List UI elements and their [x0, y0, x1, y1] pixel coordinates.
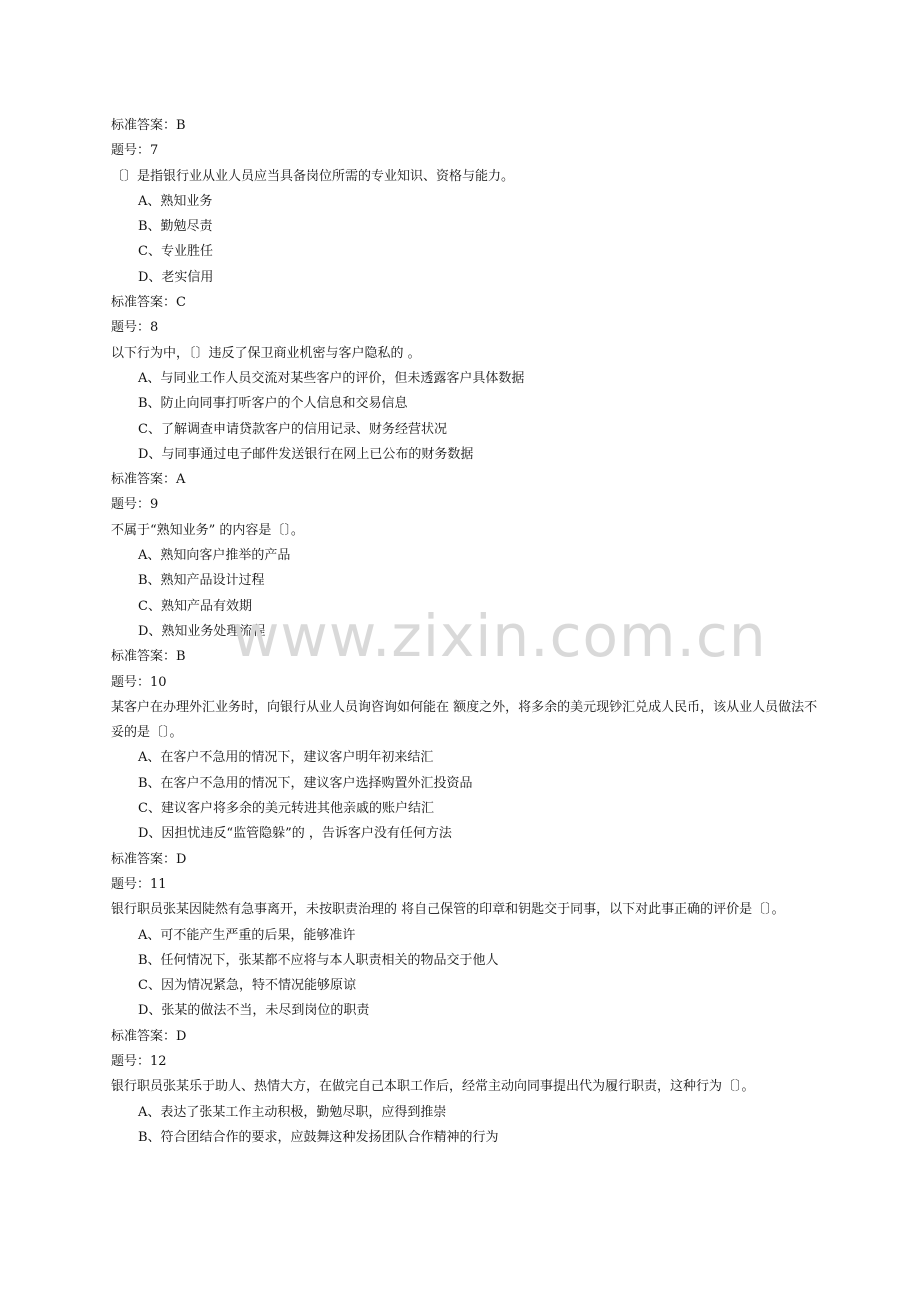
- question-stem: 不属于“熟知业务” 的内容是〔〕。: [111, 522, 304, 538]
- option-c: C、了解调查申请贷款客户的信用记录、财务经营状况: [138, 421, 447, 437]
- option-a: A、熟知向客户推举的产品: [138, 548, 291, 564]
- option-b: B、勤勉尽责: [138, 219, 213, 235]
- question-stem: 银行职员张某因陡然有急事离开，未按职责治理的 将自己保管的印章和钥匙交于同事，以下对此事正确的评价是〔〕。: [111, 902, 785, 918]
- question-stem: 某客户在办理外汇业务时，向银行从业人员询咨询如何能在 额度之外，将多余的美元现钞汇兑成人民币，该从业人员做法不妥的是〔〕。: [111, 699, 818, 741]
- option-d: D、熟知业务处理流程: [138, 623, 266, 639]
- question-stem: 〔〕是指银行业从业人员应当具备岗位所需的专业知识、资格与能力。: [111, 168, 515, 184]
- option-b: B、熟知产品设计过程: [138, 573, 265, 589]
- option-a: A、可不能产生严重的后果，能够准许: [138, 927, 356, 943]
- option-a: A、在客户不急用的情况下，建议客户明年初来结汇: [138, 750, 434, 766]
- option-b: B、任何情况下，张某都不应将与本人职责相关的物品交于他人: [138, 952, 499, 968]
- answer-line: 标准答案：A: [111, 472, 186, 488]
- option-d: D、张某的做法不当，未尽到岗位的职责: [138, 1003, 370, 1019]
- question-number: 题号：7: [111, 143, 159, 159]
- watermark-text: www.zixin.com.cn: [232, 602, 767, 670]
- option-b: B、防止向同事打听客户的个人信息和交易信息: [138, 396, 408, 412]
- option-d: D、因担忧违反“监管隐躲”的 ，告诉客户没有任何方法: [138, 826, 452, 842]
- option-a: A、表达了张某工作主动积极，勤勉尽职，应得到推崇: [138, 1104, 447, 1120]
- option-c: C、专业胜任: [138, 244, 213, 260]
- option-d: D、老实信用: [138, 269, 214, 285]
- option-b: B、在客户不急用的情况下，建议客户选择购置外汇投资品: [138, 775, 473, 791]
- question-number: 题号：9: [111, 497, 159, 513]
- option-b: B、符合团结合作的要求，应鼓舞这种发扬团队合作精神的行为: [138, 1129, 499, 1145]
- option-c: C、熟知产品有效期: [138, 598, 252, 614]
- option-c: C、建议客户将多余的美元转进其他亲戚的账户结汇: [138, 801, 434, 817]
- answer-line: 标准答案：D: [111, 1028, 187, 1044]
- answer-line: 标准答案：C: [111, 295, 186, 311]
- answer-line: 标准答案：D: [111, 851, 187, 867]
- question-stem: 以下行为中，〔〕违反了保卫商业机密与客户隐私的 。: [111, 345, 421, 361]
- question-number: 题号：10: [111, 674, 167, 690]
- answer-line: 标准答案：B: [111, 118, 186, 133]
- option-c: C、因为情况紧急，特不情况能够原谅: [138, 978, 356, 994]
- option-d: D、与同事通过电子邮件发送银行在网上已公布的财务数据: [138, 446, 474, 462]
- question-stem: 银行职员张某乐于助人、热情大方，在做完自己本职工作后，经常主动向同事提出代为履行职责，这种行为〔〕。: [111, 1079, 755, 1095]
- document-body: [111, 113, 821, 1150]
- option-a: A、与同业工作人员交流对某些客户的评价，但未透露客户具体数据: [138, 370, 525, 386]
- answer-line: 标准答案：B: [111, 649, 186, 665]
- option-a: A、熟知业务: [138, 193, 213, 209]
- question-number: 题号：8: [111, 320, 159, 336]
- question-number: 题号：11: [111, 876, 167, 892]
- question-number: 题号：12: [111, 1053, 167, 1069]
